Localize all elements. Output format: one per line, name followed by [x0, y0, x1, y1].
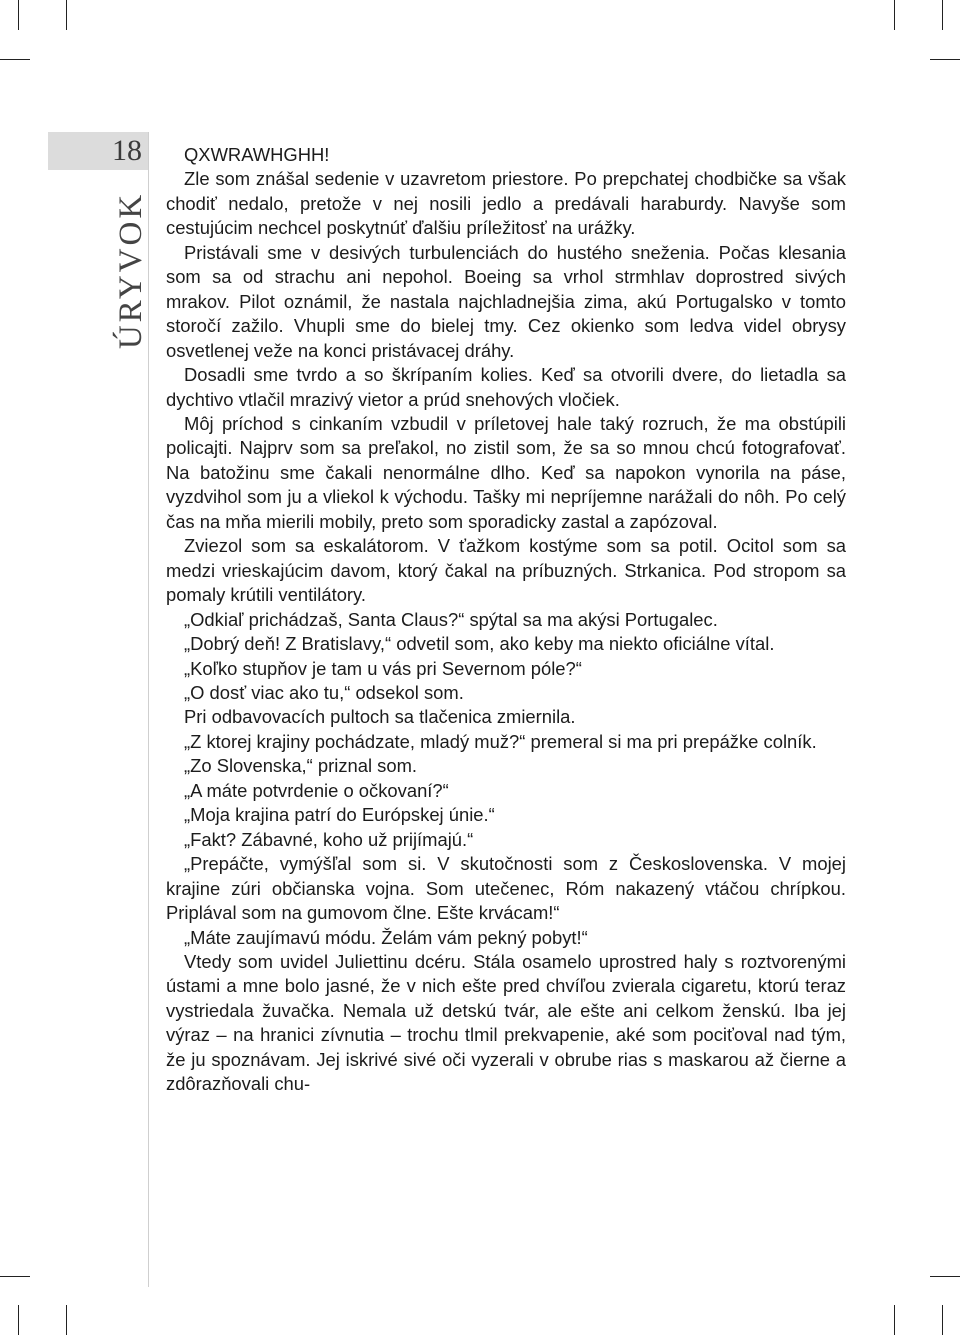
crop-mark [0, 59, 30, 60]
crop-mark [18, 0, 19, 30]
page-number: 18 [112, 134, 142, 167]
crop-mark [0, 1276, 30, 1277]
page-number-band [48, 132, 148, 170]
crop-mark [930, 59, 960, 60]
paragraph: „Prepáčte, vymýšľal som si. V skutočnosti som z Československa. V mojej krajine zúri občianska vojna. Som utečenec, Róm nakazený vtáčou chrípkou. Priplával som na gumovom člne. Ešte krvácam!“ [166, 853, 846, 924]
paragraph: „Zo Slovenska,“ priznal som. [184, 755, 418, 777]
crop-mark [18, 1305, 19, 1335]
paragraph: Zle som znášal sedenie v uzavretom priestore. Po prepchatej chodbičke sa však chodiť nedalo, pretože v nej nosili jedlo a predávali haraburdy. Navyše som cestujúcim nechcel poskytnúť ďalšiu príležitosť na urážky. [166, 168, 846, 239]
paragraph: Vtedy som uvidel Juliettinu dcéru. Stála osamelo uprostred haly s roztvorenými ústami a mne bolo jasné, že v nich ešte pred chvíľou zvierala cigaretu, ktorú teraz vystriedala žuvačka. Nemala už detskú tvár, ale ešte ani celkom ženskú. Iba jej výraz – na hranici zívnutia – trochu tlmil prekvapenie, aké som pociťoval nad tým, že ju spoznávam. Jej iskrivé sivé oči vyzerali v obrube rias s maskarou až čierne a zdôrazňovali chu- [166, 950, 846, 1095]
paragraph: „O dosť viac ako tu,“ odsekol som. [184, 681, 464, 703]
paragraph: „Máte zaujímavú módu. Želám vám pekný pobyt!“ [184, 926, 588, 948]
crop-mark [942, 1305, 943, 1335]
paragraph: „Moja krajina patrí do Európskej únie.“ [184, 804, 495, 826]
paragraph: „Fakt? Zábavné, koho už prijímajú.“ [184, 828, 474, 850]
paragraph: „A máte potvrdenie o očkovaní?“ [184, 779, 449, 801]
crop-mark [66, 1305, 67, 1335]
paragraph: „Odkiaľ prichádzaš, Santa Claus?“ spýtal sa ma akýsi Portugalec. [184, 608, 718, 630]
crop-mark [894, 0, 895, 30]
paragraph: Môj príchod s cinkaním vzbudil v príletovej hale taký rozruch, že ma obstúpili policajti. Najprv som sa preľakol, no zistil som, že sa so mnou chcú fotografovať. Na batožinu sme čakali nenormálne dlho. Keď sa napokon vynorila na páse, vyzdvihol som ju a vliekol k východu. Tašky mi nepríjemne narážali do nôh. Po celý čas na mňa mierili mobily, preto som sporadicky zastal a zapózoval. [166, 412, 846, 532]
body-text [166, 143, 846, 1097]
paragraph: Dosadli sme tvrdo a so škrípaním kolies. Keď sa otvorili dvere, do lietadla sa dychtivo vtlačil mrazivý vietor a prúd snehových vločiek. [166, 364, 846, 410]
crop-mark [894, 1305, 895, 1335]
paragraph: Zviezol som sa eskalátorom. V ťažkom kostýme som sa potil. Ocitol som sa medzi vrieskajúcim davom, ktorý čakal na príbuzných. Strkanica. Pod stropom sa pomaly krútili ventilátory. [166, 535, 846, 606]
paragraph: „Dobrý deň! Z Bratislavy,“ odvetil som, ako keby ma niekto oficiálne vítal. [184, 633, 775, 655]
paragraph: Pristávali sme v desivých turbulenciách do hustého sneženia. Počas klesania som sa od strachu ani nepohol. Boeing sa vrhol strmhlav doprostred sivých mrakov. Pilot oznámil, že nastala najchladnejšia zima, akú Portugalsko v tomto storočí zažilo. Vhupli sme do bielej tmy. Cez okienko som ledva videl obrysy osvetlenej veže na konci pristávacej dráhy. [166, 241, 846, 361]
running-title: ÚRYVOK [113, 191, 150, 349]
paragraph: QXWRAWHGHH! [184, 144, 330, 165]
paragraph: Pri odbavovacích pultoch sa tlačenica zmiernila. [184, 706, 576, 728]
crop-mark [66, 0, 67, 30]
crop-mark [930, 1276, 960, 1277]
crop-mark [942, 0, 943, 30]
running-title-container [110, 191, 154, 349]
paragraph: „Z ktorej krajiny pochádzate, mladý muž?“ premeral si ma pri prepážke colník. [184, 730, 817, 752]
paragraph: „Koľko stupňov je tam u vás pri Severnom póle?“ [184, 657, 582, 679]
